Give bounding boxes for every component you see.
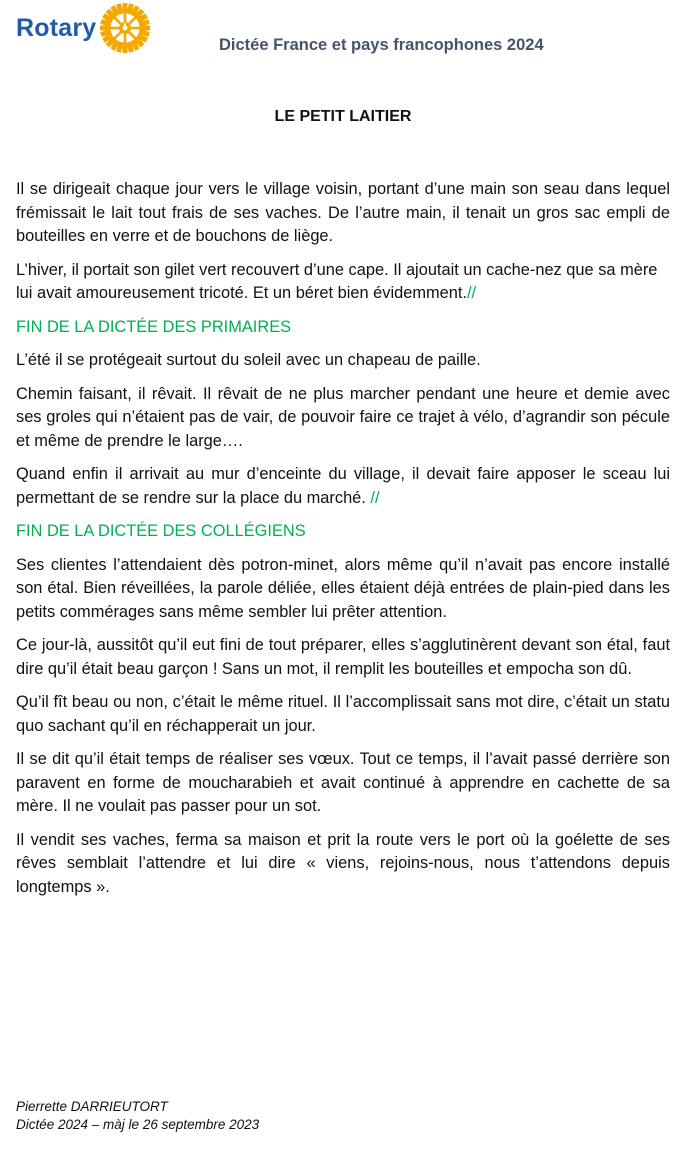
paragraph-10: Il vendit ses vaches, ferma sa maison et prit la route vers le port où la goélette de ses rêves semblait l’attendre et lui dire « viens, rejoins-nous, nous t’attendons depuis longtemps ». xyxy=(16,830,670,896)
collegiens-end-mark: // xyxy=(370,488,380,507)
paragraph-7: Ce jour-là, aussitôt qu’il eut fini de tout préparer, elles s’agglutinèrent devant son étal, faut dire qu’il était beau garçon ! Sans un mot, il remplit les bouteilles et empocha son dû. xyxy=(16,636,670,678)
primaires-end-mark: // xyxy=(466,284,477,302)
paragraph-8: Qu’il fît beau ou non, c’était le même rituel. Il l’accomplissait sans mot dire, c’était un statu quo sachant qu’il en réchapperait un jour. xyxy=(16,693,670,735)
paragraph-9: Il se dit qu’il était temps de réaliser ses vœux. Tout ce temps, il l’avait passé derrière son paravent en forme de moucharabieh et avait continué à apprendre en cachette de sa mère. Il ne voulait pas passer pour un sot. xyxy=(16,750,670,815)
paragraph-2: L’hiver, il portait son gilet vert recouvert d’une cape. Il ajoutait un cache-nez que sa mère lui avait amoureusement tricoté. Et un béret bien évidemment.// xyxy=(16,260,658,302)
paragraph-5: Quand enfin il arrivait au mur d’enceinte du village, il devait faire apposer le sceau lui permettant de se rendre sur la place du marché. // xyxy=(16,465,670,507)
document-title: LE PETIT LAITIER xyxy=(274,108,412,125)
footer-version: Dictée 2024 – màj le 26 septembre 2023 xyxy=(16,1117,260,1132)
header-title: Dictée France et pays francophones 2024 xyxy=(219,36,544,54)
paragraph-6: Ses clientes l’attendaient dès potron-minet, alors même qu’il n’avait pas encore installé son étal. Bien réveillées, la parole déliée, elles étaient déjà entrées de plain-pied dans les petits commérages sans même sembler lui prêter attention. xyxy=(16,555,670,621)
section-end-collegiens: FIN DE LA DICTÉE DES COLLÉGIENS xyxy=(16,522,306,540)
section-end-primaires: FIN DE LA DICTÉE DES PRIMAIRES xyxy=(16,317,292,336)
page-header xyxy=(0,0,700,70)
rotary-wheel-icon xyxy=(99,2,151,54)
footer-author: Pierrette DARRIEUTORT xyxy=(16,1099,168,1114)
logo-text: Rotary xyxy=(16,13,97,42)
document-body xyxy=(16,178,670,909)
page-footer xyxy=(16,1098,259,1134)
paragraph-3: L’été il se protégeait surtout du soleil avec un chapeau de paille. xyxy=(16,351,481,369)
rotary-logo xyxy=(16,2,151,54)
paragraph-1: Il se dirigeait chaque jour vers le village voisin, portant d’une main son seau dans lequel frémissait le lait tout frais de ses vaches. De l’autre main, il tenait un gros sac empli de bouteilles en verre et de bouchons de liège. xyxy=(16,180,670,245)
paragraph-4: Chemin faisant, il rêvait. Il rêvait de ne plus marcher pendant une heure et demie avec ses groles qui n’étaient pas de vair, de pouvoir faire ce trajet à vélo, d’agrandir son pécule et même de prendre le large…. xyxy=(16,384,670,450)
